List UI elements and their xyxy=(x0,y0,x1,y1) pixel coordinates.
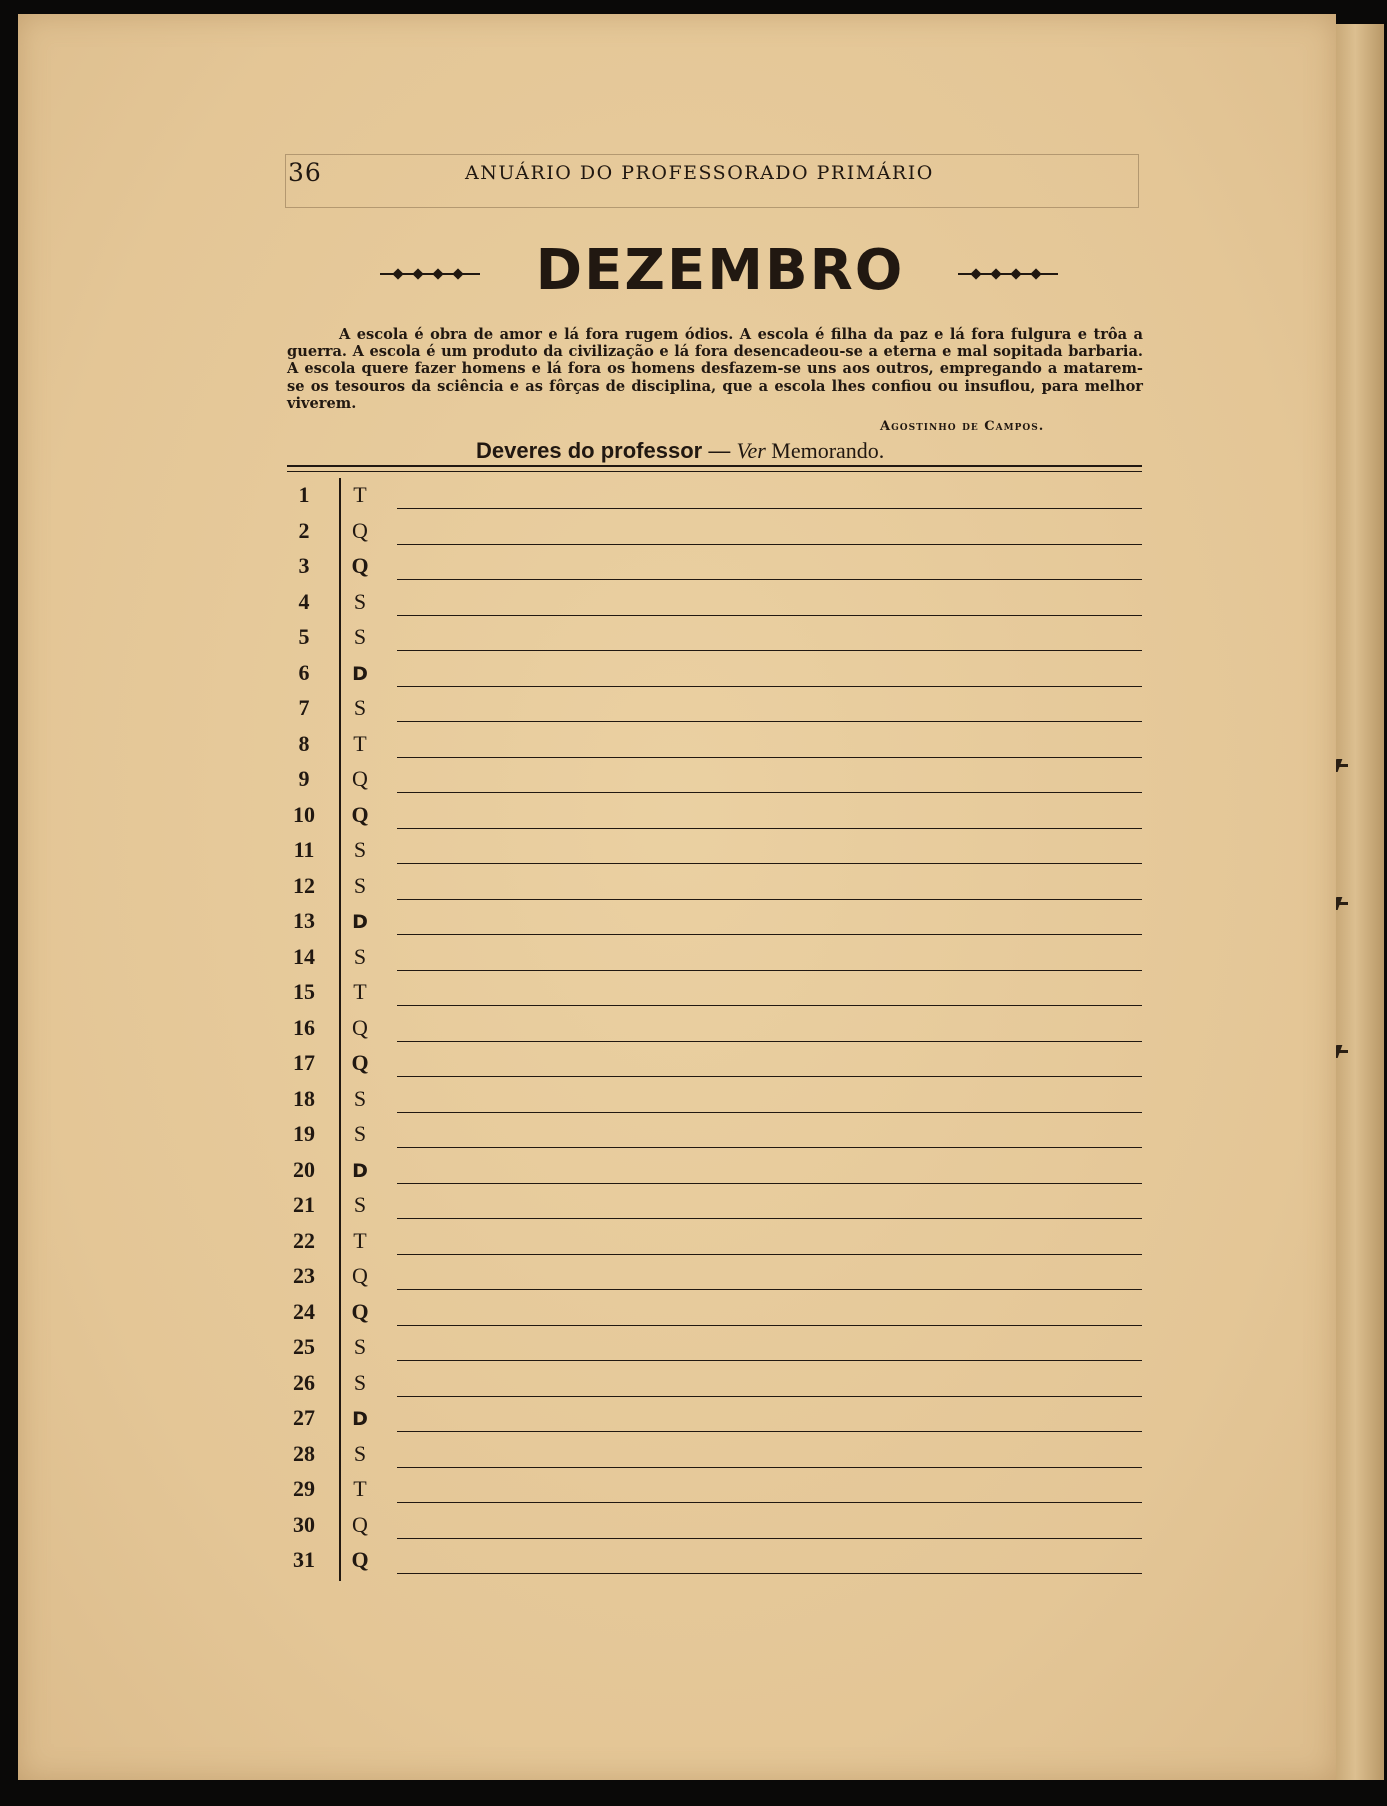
weekday-letter: S xyxy=(353,1121,367,1146)
day-number: 6 xyxy=(298,659,310,685)
day-number: 3 xyxy=(298,553,310,578)
calendar-row xyxy=(287,1543,1142,1579)
day-number: 20 xyxy=(293,1156,315,1182)
epigraph-quote: A escola é obra de amor e lá fora rugem ódios. A escola é filha da paz e lá fora fulgura e trôa a guerra. A escola é um produto da civilização e lá fora desencadeou-se a eterna e mal sopitada barbaria. A escola quere fazer homens e lá fora os homens desfazem-se uns aos outros, empregando a matarem-se os tesouros da sciência e as fôrças de disciplina, que a escola lhes confiou ou insuflou, para melhor viverem. xyxy=(287,326,1143,412)
writing-line xyxy=(397,757,1142,758)
weekday-letter: S xyxy=(353,872,367,898)
calendar-row xyxy=(287,727,1142,763)
day-number: 8 xyxy=(298,730,310,756)
weekday-letter: S xyxy=(353,588,367,614)
day-number: 16 xyxy=(293,1014,315,1040)
weekday-letter: Q xyxy=(351,1547,369,1572)
heading-rule xyxy=(287,471,1142,472)
calendar-row xyxy=(287,1472,1142,1508)
calendar-row xyxy=(287,1437,1142,1473)
calendar-row xyxy=(287,478,1142,514)
day-number: 1 xyxy=(298,482,310,507)
calendar-row xyxy=(287,904,1142,940)
writing-line xyxy=(397,934,1142,935)
weekday-letter: Q xyxy=(351,801,369,827)
day-number: 24 xyxy=(293,1298,315,1324)
weekday-letter: S xyxy=(353,1369,367,1395)
weekday-letter: Q xyxy=(352,1263,368,1288)
weekday-letter: S xyxy=(353,943,367,969)
weekday-letter: S xyxy=(353,1440,367,1466)
duties-target: Memorando. xyxy=(765,438,885,463)
calendar-row xyxy=(287,1224,1142,1260)
day-number: 4 xyxy=(298,588,310,614)
writing-line xyxy=(397,1147,1142,1148)
calendar-row xyxy=(287,762,1142,798)
weekday-letter: T xyxy=(353,1227,367,1253)
writing-line xyxy=(397,899,1142,900)
duties-label: Deveres do professor xyxy=(476,438,703,463)
running-title: ANUÁRIO DO PROFESSORADO PRIMÁRIO xyxy=(465,162,934,184)
left-ornament xyxy=(380,272,480,276)
weekday-letter: S xyxy=(353,695,367,720)
writing-line xyxy=(397,1360,1142,1361)
page-number: 36 xyxy=(288,158,322,187)
writing-line xyxy=(397,970,1142,971)
duties-separator: — xyxy=(702,438,737,463)
writing-line xyxy=(397,721,1142,722)
writing-line xyxy=(397,1502,1142,1503)
writing-line xyxy=(397,1112,1142,1113)
calendar-row xyxy=(287,1366,1142,1402)
writing-line xyxy=(397,1573,1142,1574)
calendar-row xyxy=(287,833,1142,869)
day-number: 10 xyxy=(293,801,315,827)
day-number: 31 xyxy=(293,1547,315,1572)
calendar-row xyxy=(287,620,1142,656)
day-number: 12 xyxy=(293,872,315,898)
writing-line xyxy=(397,828,1142,829)
weekday-letter: Q xyxy=(352,766,368,791)
day-number: 19 xyxy=(293,1121,315,1146)
day-number: 30 xyxy=(293,1511,315,1537)
day-number: 28 xyxy=(293,1440,315,1466)
weekday-letter: Q xyxy=(351,553,369,578)
day-number: 25 xyxy=(293,1334,315,1359)
month-title: DEZEMBRO xyxy=(535,238,905,303)
calendar-row xyxy=(287,585,1142,621)
calendar-row xyxy=(287,1082,1142,1118)
writing-line xyxy=(397,508,1142,509)
day-number: 29 xyxy=(293,1476,315,1501)
day-number: 23 xyxy=(293,1263,315,1288)
writing-line xyxy=(397,1218,1142,1219)
calendar-row xyxy=(287,514,1142,550)
weekday-letter: T xyxy=(353,979,367,1004)
writing-line xyxy=(397,1076,1142,1077)
quote-author: Agostinho de Campos. xyxy=(880,419,1045,434)
day-number: 21 xyxy=(293,1192,315,1217)
day-number: 17 xyxy=(293,1050,315,1075)
writing-line xyxy=(397,615,1142,616)
calendar-row xyxy=(287,1295,1142,1331)
day-number: 22 xyxy=(293,1227,315,1253)
calendar-row xyxy=(287,1401,1142,1437)
day-number: 11 xyxy=(293,837,315,862)
calendar-row xyxy=(287,1046,1142,1082)
weekday-letter: Q xyxy=(352,1014,368,1040)
weekday-letter: Q xyxy=(351,1050,369,1075)
writing-line xyxy=(397,544,1142,545)
day-number: 15 xyxy=(293,979,315,1004)
calendar-row xyxy=(287,549,1142,585)
writing-line xyxy=(397,1538,1142,1539)
writing-line xyxy=(397,1325,1142,1326)
writing-line xyxy=(397,792,1142,793)
writing-line xyxy=(397,650,1142,651)
day-number: 2 xyxy=(298,517,310,543)
calendar-row xyxy=(287,798,1142,834)
writing-line xyxy=(397,1041,1142,1042)
writing-line xyxy=(397,1183,1142,1184)
calendar-row xyxy=(287,1117,1142,1153)
day-number: 26 xyxy=(293,1369,315,1395)
writing-line xyxy=(397,1467,1142,1468)
writing-line xyxy=(397,1289,1142,1290)
writing-line xyxy=(397,1431,1142,1432)
weekday-letter: S xyxy=(353,837,367,862)
duties-see: Ver xyxy=(736,438,766,463)
right-ornament xyxy=(958,272,1058,276)
calendar-row xyxy=(287,656,1142,692)
calendar-row xyxy=(287,1153,1142,1189)
weekday-letter: Q xyxy=(352,1511,368,1537)
writing-line xyxy=(397,686,1142,687)
day-number: 7 xyxy=(298,695,310,720)
weekday-letter: T xyxy=(353,482,367,507)
weekday-letter: S xyxy=(353,1334,367,1359)
writing-line xyxy=(397,1254,1142,1255)
calendar-row xyxy=(287,1330,1142,1366)
calendar-row xyxy=(287,691,1142,727)
day-number: 9 xyxy=(298,766,310,791)
month-title-row xyxy=(380,238,1050,308)
weekday-letter: T xyxy=(353,1476,367,1501)
writing-line xyxy=(397,863,1142,864)
weekday-letter: Q xyxy=(351,1298,369,1324)
day-number: 27 xyxy=(293,1405,315,1430)
calendar-row xyxy=(287,1508,1142,1544)
calendar-row xyxy=(287,940,1142,976)
writing-line xyxy=(397,579,1142,580)
weekday-letter: D xyxy=(352,911,368,933)
day-number: 5 xyxy=(298,624,310,649)
writing-line xyxy=(397,1005,1142,1006)
weekday-letter: T xyxy=(353,730,367,756)
calendar-row xyxy=(287,1011,1142,1047)
weekday-letter: S xyxy=(353,1085,367,1111)
weekday-letter: S xyxy=(353,1192,367,1217)
calendar-row xyxy=(287,975,1142,1011)
weekday-letter: D xyxy=(352,1408,368,1430)
weekday-letter: D xyxy=(352,662,368,685)
duties-heading xyxy=(476,438,1076,464)
weekday-letter: Q xyxy=(352,517,368,543)
weekday-letter: S xyxy=(353,624,367,649)
calendar-row xyxy=(287,1188,1142,1224)
heading-rule xyxy=(287,465,1142,467)
writing-line xyxy=(397,1396,1142,1397)
page-header xyxy=(285,154,1141,210)
day-number: 14 xyxy=(293,943,315,969)
calendar-row xyxy=(287,1259,1142,1295)
calendar-row xyxy=(287,869,1142,905)
day-number: 18 xyxy=(293,1085,315,1111)
weekday-letter: D xyxy=(352,1159,368,1182)
day-number: 13 xyxy=(293,908,315,933)
